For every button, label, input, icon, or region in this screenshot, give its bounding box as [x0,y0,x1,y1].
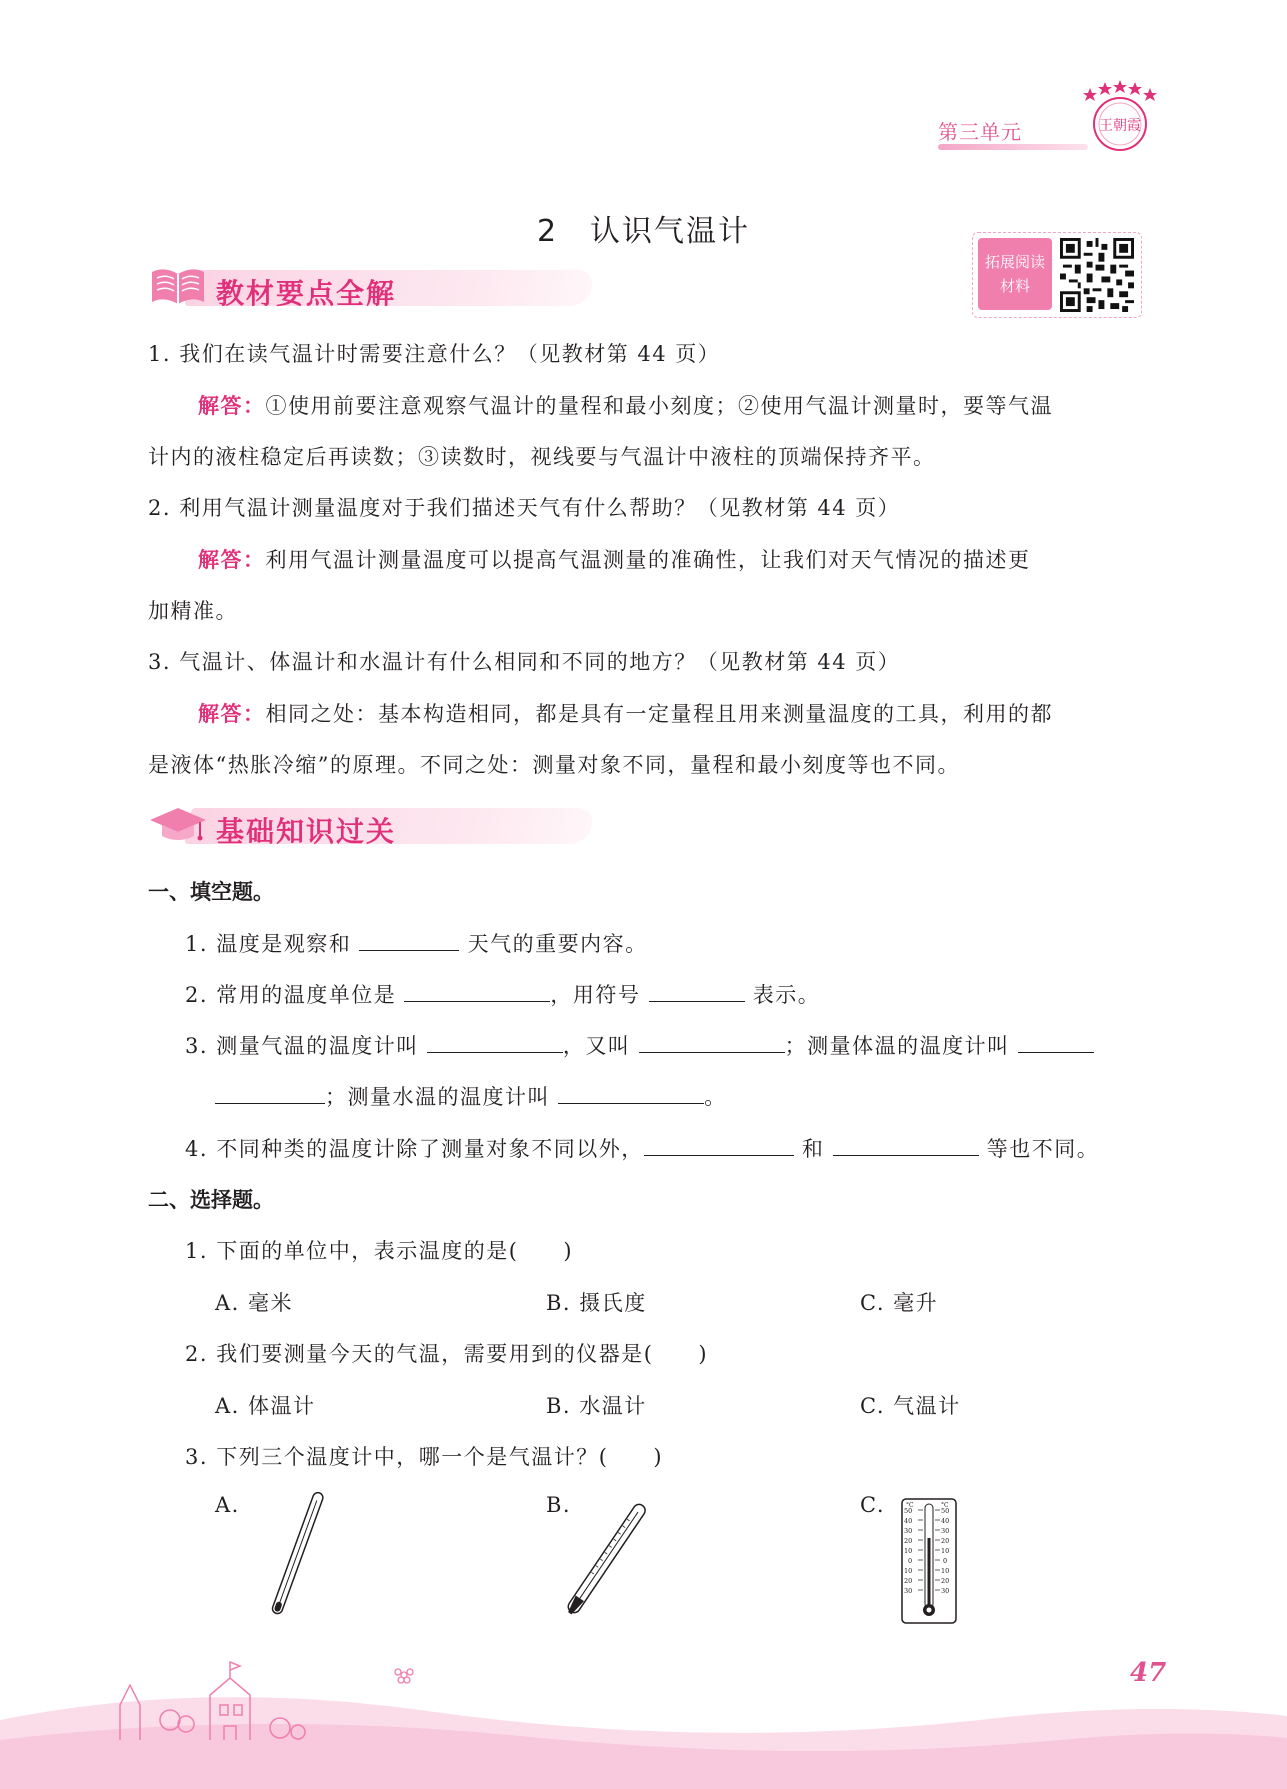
scale-tick-label: 10 [941,1567,950,1575]
choice-option[interactable]: B. 摄氏度 [546,1291,647,1315]
scale-tick-label: 30 [941,1527,950,1535]
answer-blank[interactable] [359,932,459,951]
qr-label-line2: 材料 [999,277,1030,295]
scale-tick-label: 20 [904,1577,913,1585]
page-title: 2 认识气温计 [536,214,751,249]
page-number: 47 [1130,1658,1167,1688]
fill-q3-text-d: ；测量水温的温度计叫 [325,1085,550,1109]
scale-unit-left: °C [906,1502,914,1509]
fill-q1-text-b: 天气的重要内容。 [467,932,648,956]
thermometer-a-image[interactable] [255,1485,340,1625]
scale-tick-label: 40 [904,1517,913,1525]
answer-blank[interactable] [558,1085,704,1104]
scale-tick-label: 30 [904,1527,913,1535]
answer-label: 解答： [198,394,266,418]
choice-option[interactable]: B. 水温计 [546,1394,647,1418]
fill-question-3-cont [215,1081,727,1111]
answer-2-line-1 [198,544,1031,574]
scale-tick-label: 40 [941,1517,950,1525]
choice-option[interactable]: C. [860,1493,885,1517]
choice-option[interactable]: A. [215,1493,240,1517]
scale-right [941,1507,949,1595]
answer-2-line-2: 加精准。 [148,599,238,623]
fill-q1-text-a: 1. 温度是观察和 [185,932,352,956]
choice-question-3: 3. 下列三个温度计中，哪一个是气温计？( ) [185,1445,664,1469]
fill-question-3 [185,1030,1094,1060]
choice-option[interactable]: C. 气温计 [860,1394,961,1418]
answer-label: 解答： [198,548,266,572]
castle-illustration [100,1650,340,1750]
qr-label-line1: 拓展阅读 [984,253,1045,271]
answer-3-line-1 [198,698,1053,728]
fill-question-1 [185,928,648,958]
answer-blank[interactable] [644,1137,794,1156]
choice-question-2: 2. 我们要测量今天的气温，需要用到的仪器是( ) [185,1342,709,1366]
fill-q2-text-c: 表示。 [752,983,821,1007]
flower-icon [392,1664,416,1686]
unit-underline [938,144,1088,150]
answer-1-text: ①使用前要注意观察气温计的量程和最小刻度；②使用气温计测量时，要等气温 [265,394,1053,418]
qr-code-icon[interactable] [1060,238,1134,312]
fill-q3-text-a: 3. 测量气温的温度计叫 [185,1034,419,1058]
fill-q3-text-b: ，又叫 [562,1034,631,1058]
scale-tick-label: 30 [941,1587,950,1595]
answer-blank[interactable] [833,1137,979,1156]
thermometer-b-image[interactable] [555,1494,655,1629]
fill-q3-text-e: 。 [704,1085,727,1109]
answer-3-text: 相同之处：基本构造相同，都是具有一定量程且用来测量温度的工具，利用的都 [265,702,1053,726]
scale-unit-right: °C [941,1502,949,1509]
choice-option[interactable]: A. 体温计 [215,1394,316,1418]
scale-tick-label: 20 [941,1537,950,1545]
scale-tick-label: 0 [943,1557,948,1565]
scale-tick-label: 30 [904,1587,913,1595]
qr-label [978,238,1052,310]
section-heading-label: 基础知识过关 [216,815,397,848]
fill-q4-text-b: 和 [801,1137,825,1161]
section-heading-label: 教材要点全解 [216,277,397,310]
answer-blank[interactable] [639,1034,785,1053]
scale-tick-label: 10 [941,1547,950,1555]
section-heading-basic-knowledge [148,800,608,848]
scale-left [904,1507,912,1595]
fill-q2-text-b: ，用符号 [550,983,641,1007]
graduation-cap-icon [148,802,208,846]
answer-3-line-2: 是液体“热胀冷缩”的原理。不同之处：测量对象不同，量程和最小刻度等也不同。 [148,753,960,777]
answer-blank[interactable] [404,983,550,1002]
choice-option[interactable]: A. 毫米 [215,1291,294,1315]
fill-q3-text-c: ；测量体温的温度计叫 [784,1034,1010,1058]
fill-question-2 [185,979,820,1009]
fill-q2-text-a: 2. 常用的温度单位是 [185,983,397,1007]
answer-1-line-2: 计内的液柱稳定后再读数；③读数时，视线要与气温计中液柱的顶端保持齐平。 [148,445,936,469]
answer-blank[interactable] [649,983,745,1002]
question-3: 3. 气温计、体温计和水温计有什么相同和不同的地方？（见教材第 44 页） [148,650,901,674]
open-book-icon [148,264,208,308]
choice-title: 二、选择题。 [148,1188,274,1212]
scale-tick-label: 10 [904,1567,913,1575]
fill-in-title: 一、填空题。 [148,880,274,904]
answer-blank[interactable] [427,1034,563,1053]
scale-tick-label: 50 [941,1507,950,1515]
logo-text: 王朝霞 [1099,118,1141,134]
choice-question-1: 1. 下面的单位中，表示温度的是( ) [185,1239,574,1263]
unit-label: 第三单元 [938,120,1022,144]
scale-tick-label: 10 [904,1547,913,1555]
answer-label: 解答： [198,702,266,726]
answer-1-line-1 [198,390,1053,420]
publisher-logo [1070,74,1170,154]
scale-tick-label: 20 [904,1537,913,1545]
choice-option[interactable]: B. [546,1493,572,1517]
fill-q4-text-a: 4. 不同种类的温度计除了测量对象不同以外， [185,1137,644,1161]
section-heading-key-points [148,262,608,310]
choice-option[interactable]: C. 毫升 [860,1291,939,1315]
scale-tick-label: 50 [904,1507,913,1515]
scale-tick-label: 20 [941,1577,950,1585]
answer-2-text: 利用气温计测量温度可以提高气温测量的准确性，让我们对天气情况的描述更 [265,548,1031,572]
question-1: 1. 我们在读气温计时需要注意什么？（见教材第 44 页） [148,342,721,366]
answer-blank[interactable] [215,1085,325,1104]
answer-blank[interactable] [1018,1034,1094,1053]
fill-q4-text-c: 等也不同。 [986,1137,1100,1161]
scale-tick-label: 0 [908,1557,913,1565]
thermometer-c-image[interactable] [901,1498,957,1624]
fill-question-4 [185,1133,1099,1163]
question-2: 2. 利用气温计测量温度对于我们描述天气有什么帮助？（见教材第 44 页） [148,496,901,520]
